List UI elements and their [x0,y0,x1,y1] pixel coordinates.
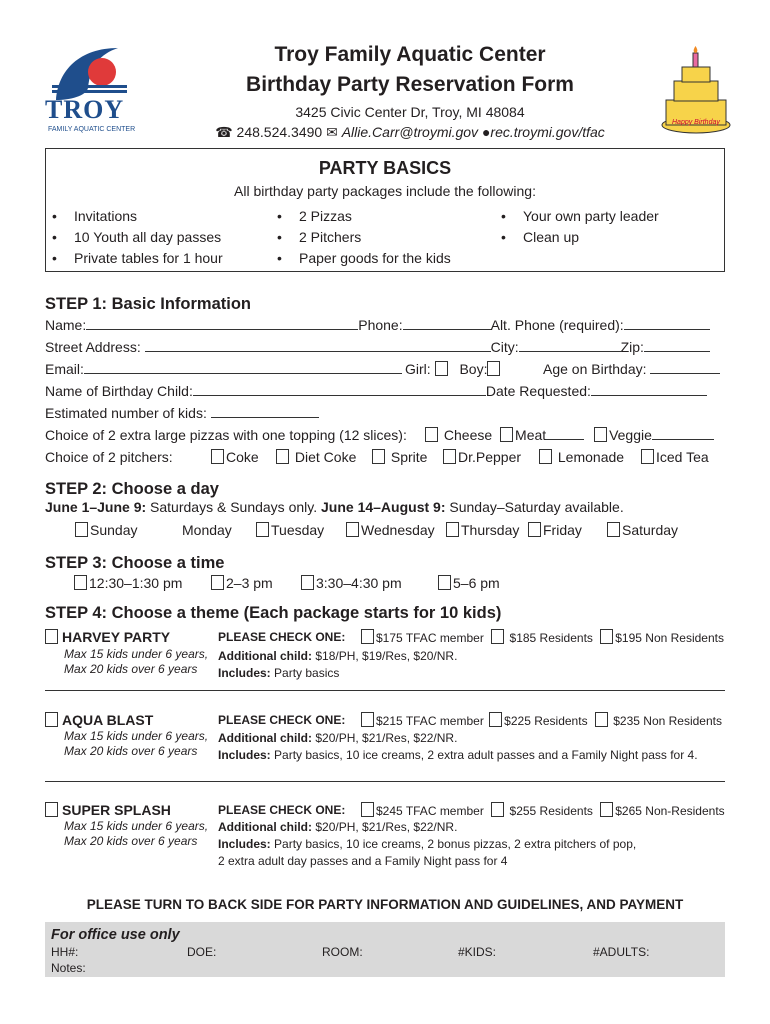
city-field[interactable] [519,340,621,352]
name-label: Name: [45,317,87,333]
check-one-label: PLEASE CHECK ONE: [218,713,346,727]
price-checkbox[interactable] [361,802,374,817]
party-basics-title: PARTY BASICS [318,158,452,178]
estimated-kids-label: Estimated number of kids: [45,405,207,421]
basics-column-1 [74,206,223,269]
time-checkbox[interactable] [74,575,87,590]
date-field[interactable] [591,384,707,396]
address: 3425 Civic Center Dr, Troy, MI 48084 [295,104,525,120]
age-field[interactable] [650,362,720,374]
city-label: City: [490,339,519,355]
check-one-label: PLEASE CHECK ONE: [218,803,346,817]
list-item: • Invitations [74,206,223,227]
phone-label: Phone: [358,317,403,333]
price-checkbox[interactable] [361,629,374,644]
additional-label: Additional child: [218,649,312,663]
step3-title: STEP 3: Choose a time [45,554,225,572]
package-max-under: Max 15 kids under 6 years, [64,729,209,743]
cake-text: Happy Birthday [672,119,720,126]
pitcher-option: Dr.Pepper [458,449,522,465]
meat-label: Meat [515,427,547,443]
package-name: HARVEY PARTY [62,629,171,645]
includes-text: Party basics [274,666,340,680]
price-option: $215 TFAC member [376,714,484,728]
list-item: • 10 Youth all day passes [74,227,223,248]
additional-price: $20/PH, $21/Res, $22/NR. [315,731,458,745]
birthday-cake-image [660,45,732,135]
price-checkbox[interactable] [600,629,613,644]
package-max-under: Max 15 kids under 6 years, [64,819,209,833]
day-label: Saturday [622,522,679,538]
email-label: Email: [45,361,84,377]
office-hh: HH#: [51,945,79,959]
time-label: 5–6 pm [453,575,500,591]
list-item: • Your own party leader [523,206,659,227]
price-option: $245 TFAC member [376,804,484,818]
note-text: Sunday–Saturday available. [449,499,624,515]
logo-subtext: FAMILY AQUATIC CENTER [48,126,136,133]
time-checkbox[interactable] [301,575,314,590]
price-option: $265 Non-Residents [615,804,725,818]
package-checkbox[interactable] [45,802,58,817]
iced-tea-checkbox[interactable] [641,449,654,464]
basics-column-3 [523,206,659,248]
office-notes: Notes: [51,961,86,975]
includes-label: Includes: [218,837,271,851]
form-title-line2: Birthday Party Reservation Form [246,73,574,96]
price-option: $255 Residents [509,804,593,818]
child-name-field[interactable] [193,384,486,396]
time-label: 2–3 pm [226,575,273,591]
name-field[interactable] [86,318,358,330]
pitcher-option: Lemonade [557,449,625,465]
price-checkbox[interactable] [491,802,504,817]
day-label: Tuesday [271,522,325,538]
price-checkbox[interactable] [595,712,608,727]
email-icon: ✉ [326,124,338,140]
street-field[interactable] [145,340,491,352]
zip-field[interactable] [644,340,710,352]
price-option: $195 Non Residents [615,631,724,645]
office-doe: DOE: [187,945,217,959]
divider [45,781,725,782]
step4-title: STEP 4: Choose a theme (Each package starts for 10 kids) [45,604,502,622]
friday-checkbox[interactable] [528,522,541,537]
girl-label: Girl: [405,361,431,377]
pitcher-option: Diet Coke [294,449,357,465]
basics-column-2 [299,206,451,269]
day-label: Wednesday [361,522,435,538]
package-aqua-blast [45,712,153,728]
alt-phone-label: Alt. Phone (required): [490,317,624,333]
thursday-checkbox[interactable] [446,522,459,537]
time-checkbox[interactable] [438,575,451,590]
package-name: SUPER SPLASH [62,802,171,818]
cheese-label: Cheese [443,427,493,443]
list-item: • Clean up [523,227,659,248]
header-email[interactable]: Allie.Carr@troymi.gov [341,124,479,140]
pitcher-option: Coke [226,449,259,465]
time-label: 12:30–1:30 pm [89,575,183,591]
price-option: $235 Non Residents [613,714,722,728]
includes-label: Includes: [218,748,271,762]
includes-text: Party basics, 10 ice creams, 2 extra adult passes and a Family Night pass for 4. [274,748,698,762]
form-title-line1: Troy Family Aquatic Center [274,43,546,66]
list-item: • 2 Pitchers [299,227,451,248]
day-label: Thursday [461,522,520,538]
turn-over-notice: PLEASE TURN TO BACK SIDE FOR PARTY INFORMATION AND GUIDELINES, AND PAYMENT [86,897,684,912]
sunday-checkbox[interactable] [75,522,88,537]
package-max-over: Max 20 kids over 6 years [64,834,198,848]
additional-label: Additional child: [218,731,312,745]
additional-label: Additional child: [218,820,312,834]
divider [45,690,725,691]
header-phone: 248.524.3490 [236,124,323,140]
alt-phone-field[interactable] [624,318,710,330]
sprite-checkbox[interactable] [372,449,385,464]
step2-title: STEP 2: Choose a day [45,480,219,498]
street-label: Street Address: [45,339,141,355]
troy-logo [40,40,136,136]
coke-checkbox[interactable] [211,449,224,464]
step1-title: STEP 1: Basic Information [45,295,251,313]
pitcher-option: Iced Tea [656,449,709,465]
day-label: Sunday [90,522,138,538]
estimated-kids-field[interactable] [211,406,319,418]
additional-price: $18/PH, $19/Res, $20/NR. [315,649,458,663]
pitcher-option: Sprite [390,449,428,465]
step2-note [45,499,624,515]
boy-label: Boy: [459,361,488,377]
list-item: • Paper goods for the kids [299,248,451,269]
price-checkbox[interactable] [491,629,504,644]
cheese-checkbox[interactable] [425,427,438,442]
meat-checkbox[interactable] [500,427,513,442]
package-name: AQUA BLAST [62,712,154,728]
pizza-label: Choice of 2 extra large pizzas with one topping (12 slices): [45,427,407,443]
package-max-over: Max 20 kids over 6 years [64,744,198,758]
office-kids: #KIDS: [458,945,497,959]
includes-label: Includes: [218,666,271,680]
diet-coke-checkbox[interactable] [276,449,289,464]
child-name-label: Name of Birthday Child: [45,383,193,399]
includes-text: Party basics, 10 ice creams, 2 bonus pizzas, 2 extra pitchers of pop, [274,837,637,851]
veggie-label: Veggie [609,427,652,443]
time-label: 3:30–4:30 pm [316,575,402,591]
office-room: ROOM: [322,945,363,959]
header-web[interactable]: rec.troymi.gov/tfac [490,124,605,140]
date-label: Date Requested: [485,383,591,399]
phone-field[interactable] [403,318,491,330]
price-checkbox[interactable] [489,712,502,727]
zip-label: Zip: [620,339,644,355]
price-checkbox[interactable] [361,712,374,727]
saturday-checkbox[interactable] [607,522,620,537]
package-max-under: Max 15 kids under 6 years, [64,647,209,661]
package-checkbox[interactable] [45,629,58,644]
package-max-over: Max 20 kids over 6 years [64,662,198,676]
boy-checkbox[interactable] [487,361,500,376]
tuesday-checkbox[interactable] [256,522,269,537]
price-checkbox[interactable] [600,802,613,817]
girl-checkbox[interactable] [435,361,448,376]
package-harvey-party [45,629,170,645]
meat-field[interactable] [546,428,584,440]
package-checkbox[interactable] [45,712,58,727]
note-bold: June 14–August 9: [321,499,446,515]
veggie-checkbox[interactable] [594,427,607,442]
package-super-splash [45,802,171,818]
note-text: Saturdays & Sundays only. [150,499,318,515]
includes-text-continued: 2 extra adult day passes and a Family Night pass for 4 [218,854,508,868]
lemonade-checkbox[interactable] [539,449,552,464]
day-label: Friday [543,522,582,538]
party-basics-subtitle: All birthday party packages include the following: [234,183,536,199]
age-label: Age on Birthday: [543,361,647,377]
wednesday-checkbox[interactable] [346,522,359,537]
veggie-field[interactable] [652,428,714,440]
phone-icon: ☎ [215,124,233,140]
office-adults: #ADULTS: [593,945,650,959]
dr-pepper-checkbox[interactable] [443,449,456,464]
list-item: • Private tables for 1 hour [74,248,223,269]
list-item: • 2 Pizzas [299,206,451,227]
logo-text: TROY [45,95,125,124]
additional-price: $20/PH, $21/Res, $22/NR. [315,820,458,834]
check-one-label: PLEASE CHECK ONE: [218,630,346,644]
price-option: $225 Residents [504,714,588,728]
email-field[interactable] [84,362,402,374]
price-option: $185 Residents [509,631,593,645]
day-label: Monday [182,522,232,538]
office-use-title: For office use only [51,927,180,943]
mouse-icon: ● [481,124,491,140]
note-bold: June 1–June 9: [45,499,147,515]
price-option: $175 TFAC member [376,631,484,645]
time-checkbox[interactable] [211,575,224,590]
pitcher-label: Choice of 2 pitchers: [45,449,173,465]
